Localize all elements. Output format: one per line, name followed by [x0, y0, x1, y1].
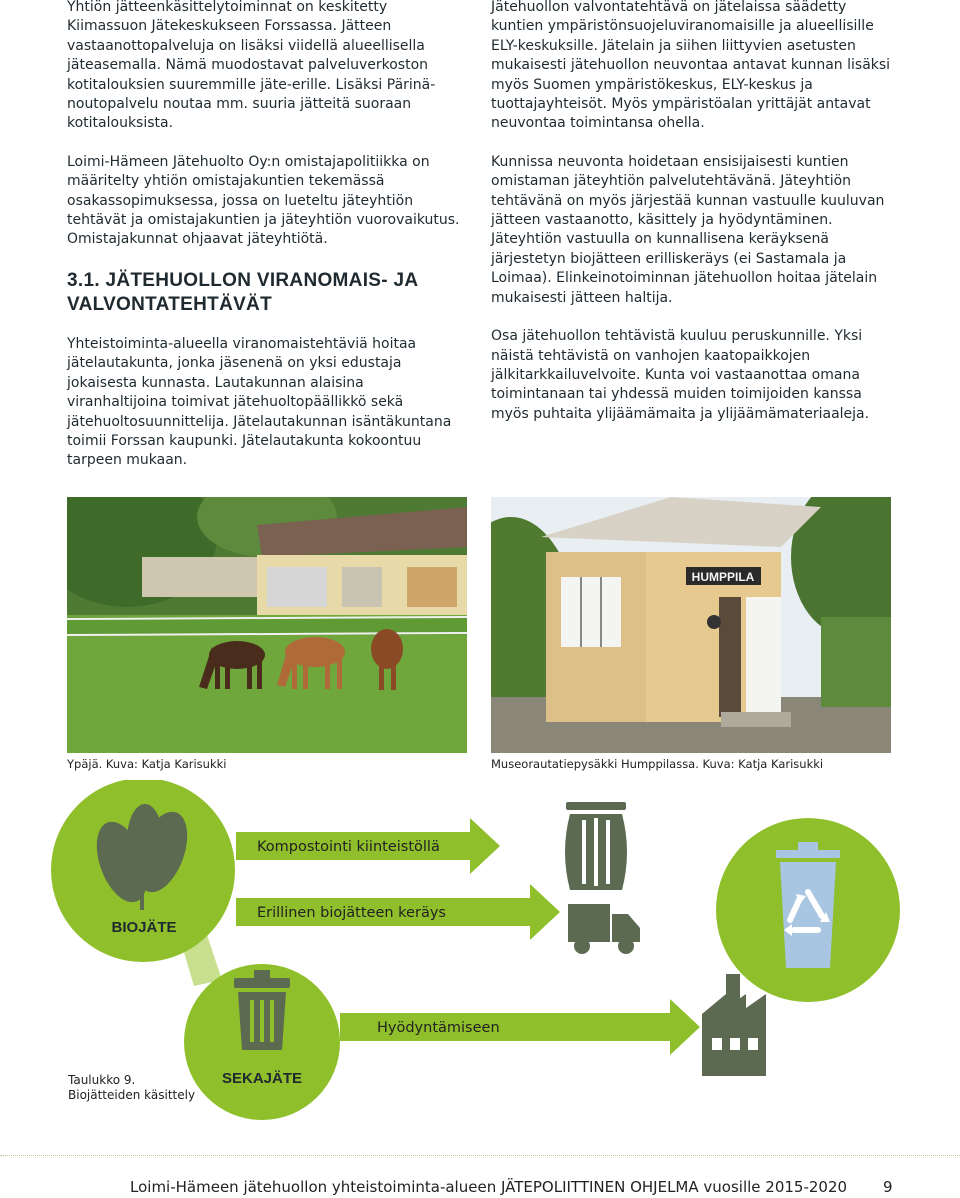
paragraph: Loimi-Hämeen Jätehuolto Oy:n omistajapolitiikka on määritelty yhtiön omistajakuntien tekemässä osakassopimuksessa, jossa on lueteltu jäteyhtiön tehtävät ja omistajakuntien ja jäteyhtiön vuorovaikutus. Omistajakunnat ohjaavat jäteyhtiötä.	[67, 153, 460, 248]
section-heading: 3.1. JÄTEHUOLLON VIRANOMAIS- JA VALVONTATEHTÄVÄT	[67, 269, 418, 315]
table-caption-title: Biojätteiden käsittely	[68, 1088, 196, 1102]
biowaste-label: BIOJÄTE	[111, 919, 177, 936]
station-photo	[491, 497, 891, 753]
footer-text: Loimi-Hämeen jätehuollon yhteistoiminta-alueen JÄTEPOLIITTINEN OHJELMA vuosille 2015-2020	[130, 1178, 848, 1196]
horses-photo-drawing	[67, 497, 467, 753]
horses-photo	[67, 497, 467, 753]
right-text-column	[491, 0, 891, 443]
delivery-truck-icon	[568, 904, 640, 954]
paragraph: Jätehuollon valvontatehtävä on jätelaissa säädetty kuntien ympäristönsuojeluviranomaisille ja alueellisille ELY-keskuksille. Jätelain ja siihen liittyvien asetusten mukaisesti jätehuollon neuvontaa antavat kunnan lisäksi myös Suomen ympäristökeskus, ELY-keskus ja tuottajayhteisöt. Myös ympäristöalan yrittäjät antavat neuvontaa toimintansa ohella.	[491, 0, 891, 132]
station-photo-drawing	[491, 497, 891, 753]
paragraph: Kunnissa neuvonta hoidetaan ensisijaisesti kuntien omistaman jäteyhtiön palvelutehtävänä. Jäteyhtiön tehtävänä on myös järjestää kunnan vastuulle kuuluvan jätteen vastaanotto, käsittely ja hyödyntäminen. Jäteyhtiön vastuulla on kunnallisena keräyksenä järjestetyn biojätteen erilliskeräys (ei Sastamala ja Loimaa). Elinkeinotoiminnan jätehuollon hoitaa jätelain mukaisesti jätteen haltija.	[491, 153, 885, 306]
arrow-utilization-label: Hyödyntämiseen	[377, 1020, 500, 1036]
table-caption-number: Taulukko 9.	[68, 1073, 136, 1087]
left-text-column	[67, 0, 467, 490]
paragraph: Osa jätehuollon tehtävistä kuuluu peruskunnille. Yksi näistä tehtävistä on vanhojen kaatopaikkojen jälkitarkkailuvelvoite. Kunta voi vastaanottaa omana toimintanaan tai yhdessä muiden toimijoiden kanssa myös puhtaita ylijäämämaita ja ylijäämämateriaaleja.	[491, 328, 870, 422]
footer-divider	[0, 1155, 960, 1156]
paragraph: Yhteistoiminta-alueella viranomaistehtäviä hoitaa jätelautakunta, jonka jäsenenä on yksi edustaja jokaisesta kunnasta. Lautakunnan alaisina viranhaltijoina toimivat jätehuoltopäällikkö sekä jätehuoltosuunnittelija. Jätelautakunnan isäntäkuntana toimii Forssan kaupunki. Jätelautakunta kokoontuu tarpeen mukaan.	[67, 335, 452, 469]
arrow-collection-label: Erillinen biojätteen keräys	[257, 905, 446, 921]
photo-caption: Museorautatiepysäkki Humppilassa. Kuva: Katja Karisukki	[491, 757, 824, 771]
trash-bin-icon	[234, 970, 290, 1050]
photo-caption: Ypäjä. Kuva: Katja Karisukki	[67, 757, 227, 771]
mixed-waste-label: SEKAJÄTE	[221, 1070, 303, 1087]
compost-barrel-icon	[565, 802, 627, 890]
factory-icon	[702, 974, 766, 1076]
biowaste-diagram	[0, 780, 960, 1140]
paragraph: Yhtiön jätteenkäsittelytoiminnat on keskitetty Kiimassuon Jätekeskukseen Forssassa. Jätteen vastaanottopalveluja on lisäksi viidellä alueellisella jäteasemalla. Nämä muodostavat palveluverkoston kotitalouksien suuremmille jäte-erille. Lisäksi Pärinä-noutopalvelu noutaa mm. suuria jätteitä suoraan kotitalouksista.	[67, 0, 436, 132]
page-number: 9	[883, 1178, 893, 1196]
station-sign: HUMPPILA	[691, 570, 755, 584]
arrow-compost-label: Kompostointi kiinteistöllä	[257, 839, 440, 855]
